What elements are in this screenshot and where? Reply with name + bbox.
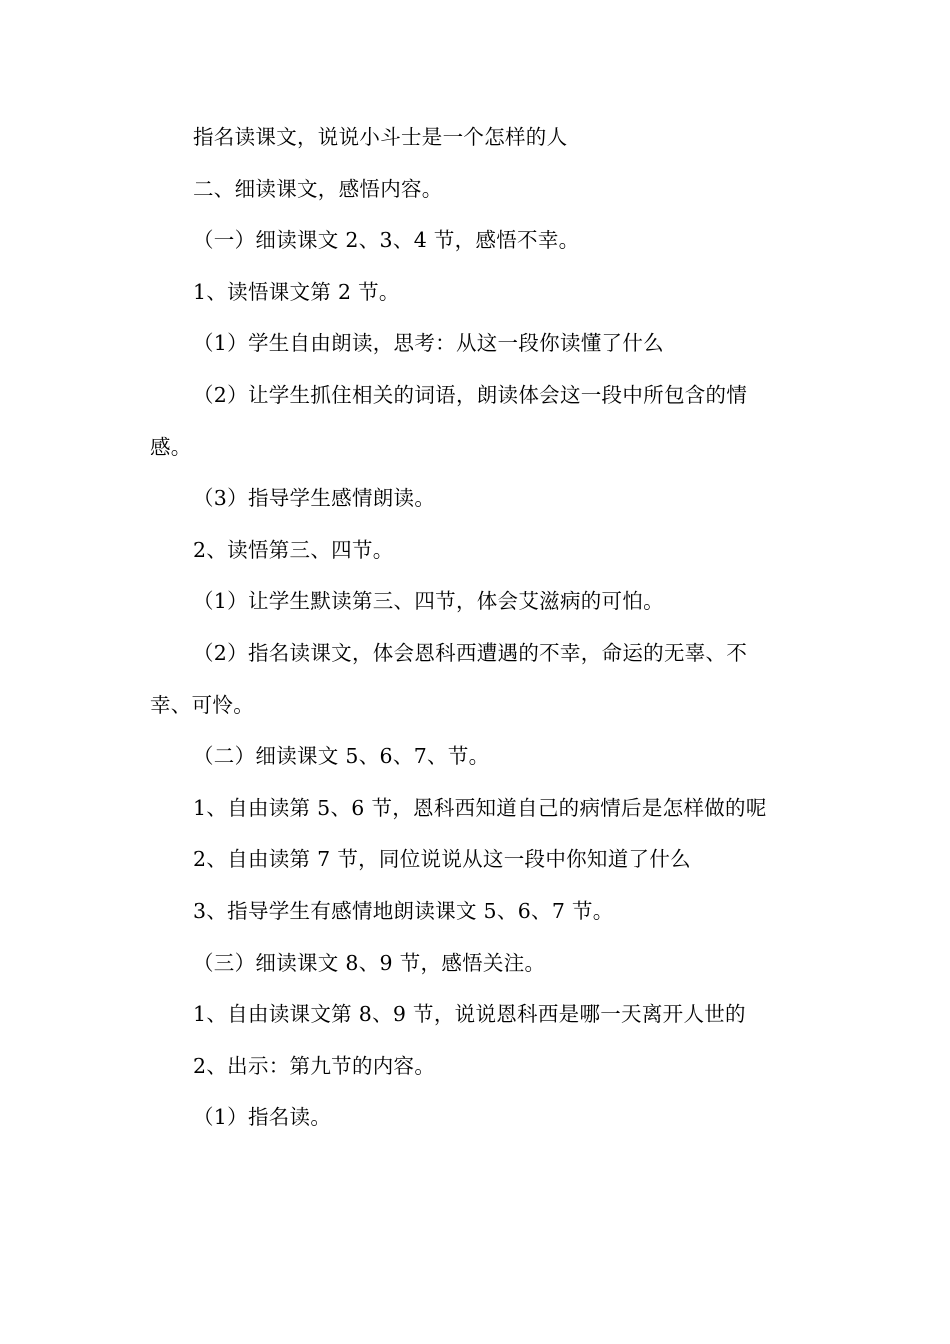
list-item: 1、读悟课文第 2 节。 bbox=[193, 279, 400, 304]
subsection-heading: （三）细读课文 8、9 节，感悟关注。 bbox=[193, 950, 546, 975]
document-body bbox=[150, 112, 800, 1144]
list-item: 2、自由读第 7 节，同位说说从这一段中你知道了什么 bbox=[193, 847, 691, 872]
list-item-continuation: 幸、可怜。 bbox=[150, 692, 254, 717]
list-item: （1）学生自由朗读，思考：从这一段你读懂了什么 bbox=[193, 331, 664, 356]
subsection-heading: （一）细读课文 2、3、4 节，感悟不幸。 bbox=[193, 228, 580, 253]
list-item: 1、自由读课文第 8、9 节，说说恩科西是哪一天离开人世的 bbox=[193, 1002, 746, 1027]
list-item: 3、指导学生有感情地朗读课文 5、6、7 节。 bbox=[193, 898, 614, 923]
list-item: （1）让学生默读第三、四节，体会艾滋病的可怕。 bbox=[193, 589, 664, 614]
list-item: 2、读悟第三、四节。 bbox=[193, 537, 394, 562]
list-item: （2）指名读课文，体会恩科西遭遇的不幸，命运的无辜、不 bbox=[193, 640, 748, 665]
list-item: 2、出示：第九节的内容。 bbox=[193, 1053, 436, 1078]
list-item: （1）指名读。 bbox=[193, 1105, 332, 1130]
list-item: （2）让学生抓住相关的词语，朗读体会这一段中所包含的情 bbox=[193, 382, 748, 407]
list-item: 1、自由读第 5、6 节，恩科西知道自己的病情后是怎样做的呢 bbox=[193, 795, 767, 820]
list-item-continuation: 感。 bbox=[150, 434, 192, 459]
section-heading: 二、细读课文，感悟内容。 bbox=[193, 176, 443, 201]
list-item: （3）指导学生感情朗读。 bbox=[193, 486, 436, 511]
subsection-heading: （二）细读课文 5、6、7、节。 bbox=[193, 744, 490, 769]
paragraph-line: 指名读课文，说说小斗士是一个怎样的人 bbox=[193, 125, 568, 149]
